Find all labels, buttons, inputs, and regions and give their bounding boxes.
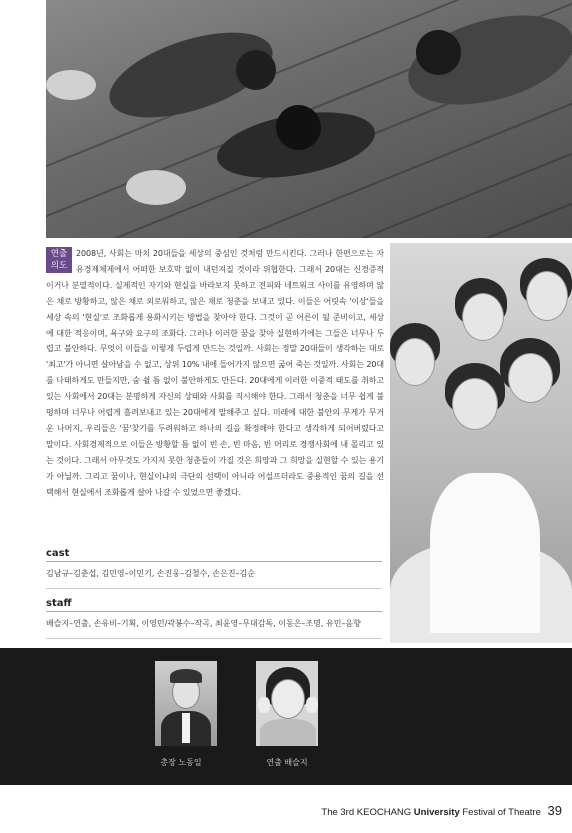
president-caption: 총장 노동일 <box>160 758 202 767</box>
staff-heading: staff <box>46 595 382 612</box>
cast-group-photo <box>390 243 572 643</box>
footer-university: University <box>413 807 460 818</box>
staff-line: 배슬지–연출, 손유비–기획, 이영민/곽봉수–작곡, 최윤영–무대감독, 이동은–조명, 유민–음향 <box>46 618 382 639</box>
footer-brand: KEOCHANG <box>356 807 412 818</box>
page-number: 39 <box>547 803 562 818</box>
footer-prefix: The 3rd <box>321 807 355 818</box>
badge-line-1: 연출 <box>50 249 68 259</box>
footer-suffix: Festival of Theatre <box>462 807 541 818</box>
stage-photo <box>46 0 572 238</box>
badge-spacer <box>46 246 76 274</box>
director-intent-text <box>46 246 384 501</box>
director-portrait <box>256 661 318 746</box>
page-footer <box>321 803 562 818</box>
cast-line: 김남규–김춘섭, 김민영–이민기, 손진웅–김철수, 손은진–김순 <box>46 568 382 589</box>
cast-heading: cast <box>46 545 382 562</box>
badge-line-2: 의도 <box>50 261 68 271</box>
credits-block <box>46 545 382 645</box>
director-caption: 연출 배슬지 <box>266 758 308 767</box>
body-paragraph: 2008년, 사회는 마치 20대들을 세상의 중심인 것처럼 만드시킨다. 그러나 한편으로는 자유경제체제에서 어떠한 보호막 없이 내던져질 것이라 위협한다. 그래서 20대는 신경증적이거나 분열적이다. 실제적인 자기와 현실을 바라보지 못하고 전피와 네트워크 사이를 유영하며 않은 채로 방황하고, 않은 채로 외로워하고, 않은 채로 청춘을 보내고 있다. 이들은 어릿속 '이상'들을 세상 속의 '현실'로 조화롭게 용화시키는 방법을 찾아야 한다. 그것이 곧 어른이 될 준비이고, 세상에 대한 적응이며, 욕구와 요구의 조화다. 그러나 이러한 꿈을 찾아 실현하기에는 그들은 너무나 두렵고 불안하다. 무엇이 이들을 이렇게 두렵게 만드는 것일까. 사회는 정말 20대들이 생각하는 대로 '최고'가 아니면 살아남을 수 없고, 상위 10% 내에 들어가지 않으면 굶어 죽는 것일까. 사회는 20대를 나태하게도 만들지만, 숨 쉴 틈 없이 불안하게도 만든다. 20대에게 이러한 이중적 태도를 취하고 있는 사회에서 20대는 분명하게 자신의 상태와 사회를 직시해야 한다. 그래서 청춘을 너무 쉽게 불평하며 너무나 어렵게 흘려보내고 있는 20대에게 말해주고 싶다. 미래에 대한 불안의 무게가 무거운 나머지, 우리들은 '꿈'찾기를 두려워하고 하나의 길을 확정해야 한다고 생각하게 되어버렸다고 말이다. 사회경제적으로 이들은 방황할 틈 없이 빈 손, 빈 마음, 빈 머리로 경쟁사회에 내 몰리고 있는 것이다. 그래서 아무것도 가지지 못한 청춘들이 가질 것은 희망과 그 희망을 실현할 수 있는 용기가 아닐까. 그리고 꿈이나, 현실이냐의 극단의 선택이 아니라 어설프더라도 중용적인 꿈의 길을 선택해서 현실에서 조화롭게 살아 나갈 수 있었으면 좋겠다. <box>46 249 384 497</box>
president-portrait <box>155 661 217 746</box>
